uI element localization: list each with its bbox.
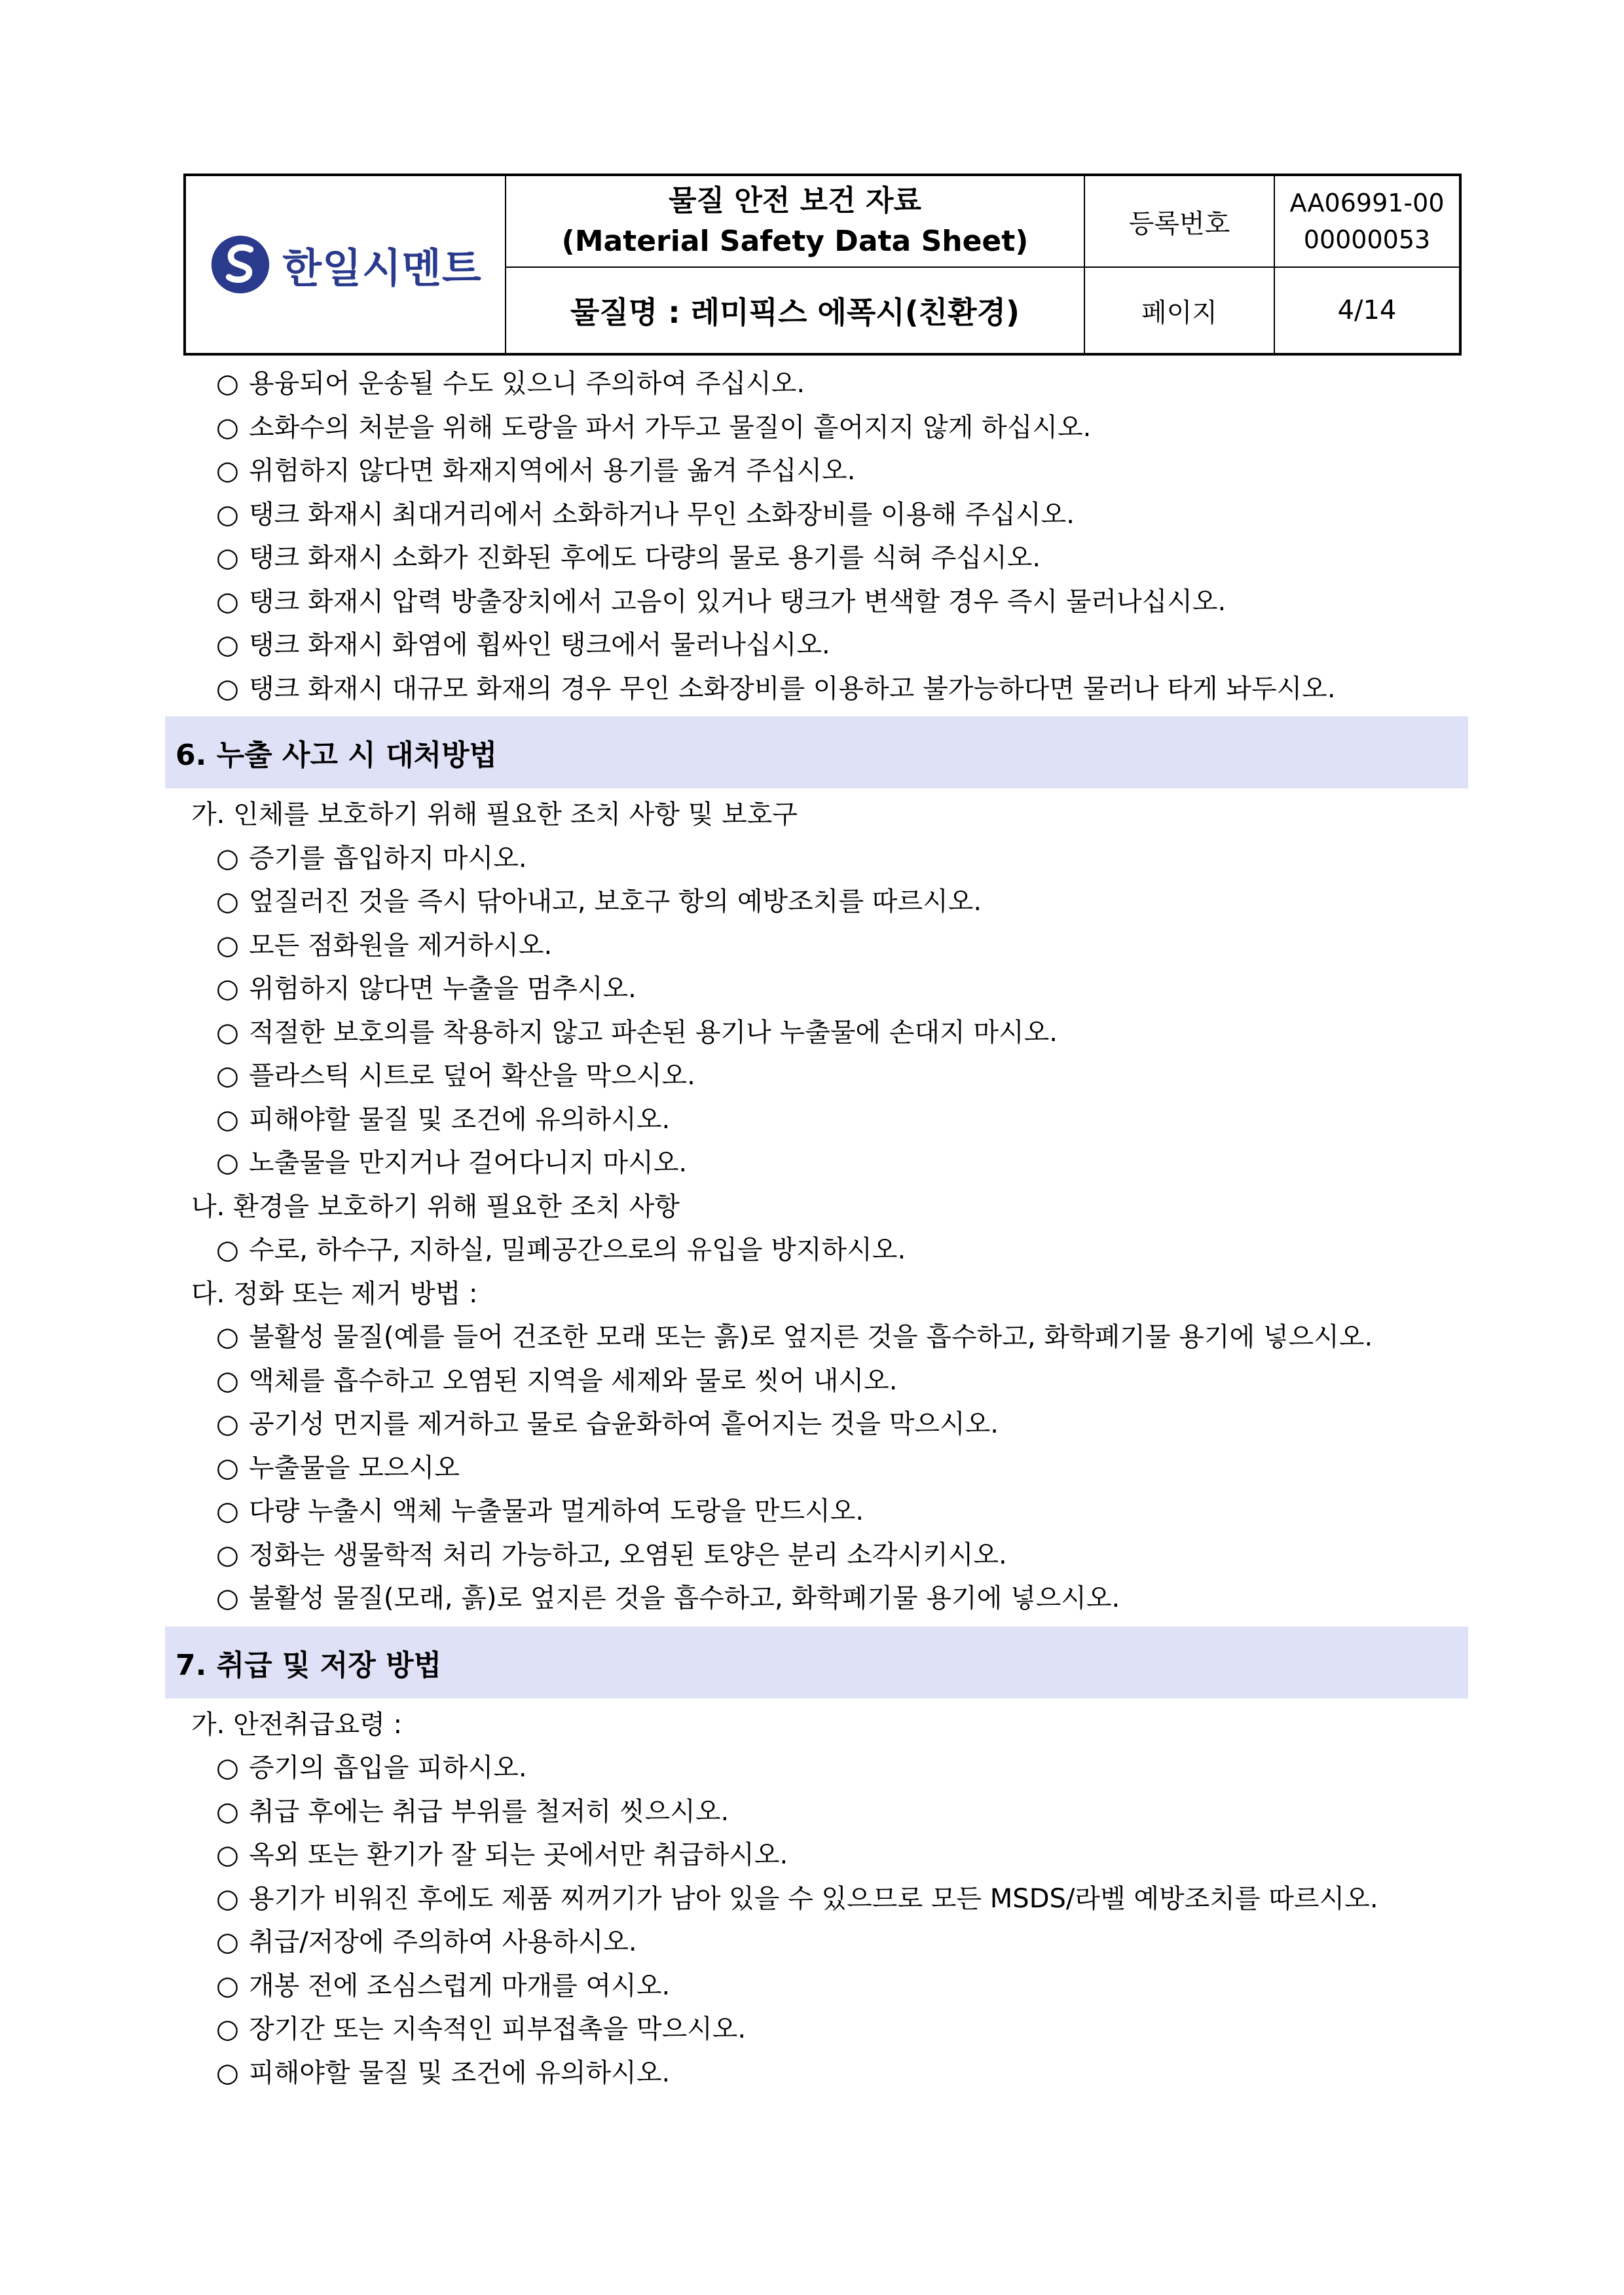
- list-item: ○ 위험하지 않다면 화재지역에서 용기를 옮겨 주십시오.: [216, 452, 855, 489]
- bullet-icon: ○: [216, 543, 239, 573]
- bullet-icon: ○: [216, 1148, 239, 1178]
- bullet-icon: ○: [216, 1235, 239, 1265]
- bullet-icon: ○: [216, 456, 239, 486]
- page-label: 페이지: [1141, 297, 1217, 328]
- list-item: ○ 액체를 흡수하고 오염된 지역을 세제와 물로 씻어 내시오.: [216, 1363, 897, 1399]
- product-name: 물질명 : 레미픽스 에폭시(친환경): [570, 295, 1020, 330]
- bullet-icon: ○: [216, 1970, 239, 2001]
- company-logo: [186, 176, 505, 353]
- registration-number-label: 등록번호: [1128, 208, 1230, 239]
- list-item: ○ 취급 후에는 취급 부위를 철저히 씻으시오.: [216, 1793, 729, 1830]
- bullet-icon: ○: [216, 1753, 239, 1783]
- bullet-icon: ○: [216, 1883, 239, 1914]
- bullet-icon: ○: [216, 369, 239, 399]
- bullet-icon: ○: [216, 930, 239, 961]
- bullet-icon: ○: [216, 673, 239, 704]
- bullet-icon: ○: [216, 1061, 239, 1091]
- list-item: ○ 소화수의 처분을 위해 도랑을 파서 가두고 물질이 흩어지지 않게 하십시오.: [216, 409, 1091, 446]
- list-item: ○ 탱크 화재시 압력 방출장치에서 고음이 있거나 탱크가 변색할 경우 즉시 물러나십시오.: [216, 583, 1226, 620]
- list-item: ○ 탱크 화재시 소화가 진화된 후에도 다량의 물로 용기를 식혀 주십시오.: [216, 540, 1041, 576]
- bullet-icon: ○: [216, 843, 239, 873]
- section-heading: 6. 누출 사고 시 대처방법: [165, 716, 1468, 788]
- list-item: ○ 불활성 물질(모래, 흙)로 엎지른 것을 흡수하고, 화학폐기물 용기에 넣으시오.: [216, 1580, 1120, 1617]
- company-logo-icon: [209, 233, 272, 296]
- list-item: ○ 탱크 화재시 화염에 휩싸인 탱크에서 물러나십시오.: [216, 627, 830, 663]
- list-item: ○ 옥외 또는 환기가 잘 되는 곳에서만 취급하시오.: [216, 1837, 788, 1873]
- registration-number-value: AA06991-00 00000053: [1289, 189, 1445, 254]
- bullet-icon: ○: [216, 499, 239, 530]
- company-logo-text: 한일시멘트: [282, 244, 482, 292]
- bullet-icon: ○: [216, 1017, 239, 1048]
- list-item: ○ 용융되어 운송될 수도 있으니 주의하여 주십시오.: [216, 365, 805, 402]
- bullet-icon: ○: [216, 1796, 239, 1827]
- subsection-heading: 가. 안전취급요령 :: [191, 1709, 403, 1740]
- subsection-heading: 다. 정화 또는 제거 방법 :: [191, 1278, 478, 1309]
- bullet-icon: ○: [216, 1452, 239, 1483]
- list-item: ○ 적절한 보호의를 착용하지 않고 파손된 용기나 누출물에 손대지 마시오.: [216, 1014, 1058, 1051]
- list-item: ○ 증기를 흡입하지 마시오.: [216, 840, 527, 877]
- bullet-icon: ○: [216, 1539, 239, 1570]
- list-item: ○ 불활성 물질(예를 들어 건조한 모래 또는 흙)로 엎지른 것을 흡수하고, 화학폐기물 용기에 넣으시오.: [216, 1319, 1373, 1355]
- list-item: ○ 개봉 전에 조심스럽게 마개를 여시오.: [216, 1968, 670, 2004]
- list-item: ○ 누출물을 모으시오: [216, 1450, 460, 1486]
- list-item: ○ 증기의 흡입을 피하시오.: [216, 1750, 527, 1786]
- bullet-icon: ○: [216, 1496, 239, 1526]
- list-item: ○ 취급/저장에 주의하여 사용하시오.: [216, 1924, 637, 1960]
- bullet-icon: ○: [216, 1927, 239, 1957]
- title-english: (Material Safety Data Sheet): [561, 225, 1029, 258]
- list-item: ○ 다량 누출시 액체 누출물과 멀게하여 도랑을 만드시오.: [216, 1493, 864, 1530]
- bullet-icon: ○: [216, 1583, 239, 1613]
- bullet-icon: ○: [216, 1322, 239, 1352]
- section-heading: 7. 취급 및 저장 방법: [165, 1626, 1468, 1698]
- title-korean: 물질 안전 보건 자료: [669, 184, 921, 217]
- bullet-icon: ○: [216, 1409, 239, 1439]
- subsection-heading: 나. 환경을 보호하기 위해 필요한 조치 사항: [191, 1191, 680, 1222]
- bullet-icon: ○: [216, 1104, 239, 1135]
- list-item: ○ 탱크 화재시 대규모 화재의 경우 무인 소화장비를 이용하고 불가능하다면 물러나 타게 놔두시오.: [216, 670, 1336, 707]
- bullet-icon: ○: [216, 2057, 239, 2088]
- document-header-table: [183, 174, 1462, 356]
- list-item: ○ 정화는 생물학적 처리 가능하고, 오염된 토양은 분리 소각시키시오.: [216, 1537, 1007, 1573]
- list-item: ○ 엎질러진 것을 즉시 닦아내고, 보호구 항의 예방조치를 따르시오.: [216, 883, 982, 920]
- bullet-icon: ○: [216, 2014, 239, 2044]
- bullet-icon: ○: [216, 586, 239, 617]
- list-item: ○ 수로, 하수구, 지하실, 밀폐공간으로의 유입을 방지하시오.: [216, 1232, 906, 1268]
- list-item: ○ 플라스틱 시트로 덮어 확산을 막으시오.: [216, 1057, 695, 1094]
- list-item: ○ 피해야할 물질 및 조건에 유의하시오.: [216, 2055, 670, 2091]
- list-item: ○ 공기성 먼지를 제거하고 물로 습윤화하여 흩어지는 것을 막으시오.: [216, 1406, 999, 1442]
- bullet-icon: ○: [216, 630, 239, 660]
- list-item: ○ 용기가 비워진 후에도 제품 찌꺼기가 남아 있을 수 있으므로 모든 MSDS/라벨 예방조치를 따르시오.: [216, 1881, 1378, 1917]
- bullet-icon: ○: [216, 974, 239, 1004]
- list-item: ○ 모든 점화원을 제거하시오.: [216, 927, 552, 964]
- bullet-icon: ○: [216, 887, 239, 917]
- page-number: 4/14: [1337, 295, 1397, 325]
- list-item: ○ 탱크 화재시 최대거리에서 소화하거나 무인 소화장비를 이용해 주십시오.: [216, 496, 1075, 533]
- document-title: [506, 176, 1084, 266]
- list-item: ○ 노출물을 만지거나 걸어다니지 마시오.: [216, 1145, 687, 1181]
- bullet-icon: ○: [216, 1365, 239, 1396]
- list-item: ○ 장기간 또는 지속적인 피부접촉을 막으시오.: [216, 2011, 746, 2047]
- subsection-heading: 가. 인체를 보호하기 위해 필요한 조치 사항 및 보호구: [191, 799, 798, 830]
- bullet-icon: ○: [216, 412, 239, 443]
- list-item: ○ 위험하지 않다면 누출을 멈추시오.: [216, 970, 637, 1007]
- list-item: ○ 피해야할 물질 및 조건에 유의하시오.: [216, 1101, 670, 1138]
- bullet-icon: ○: [216, 1840, 239, 1870]
